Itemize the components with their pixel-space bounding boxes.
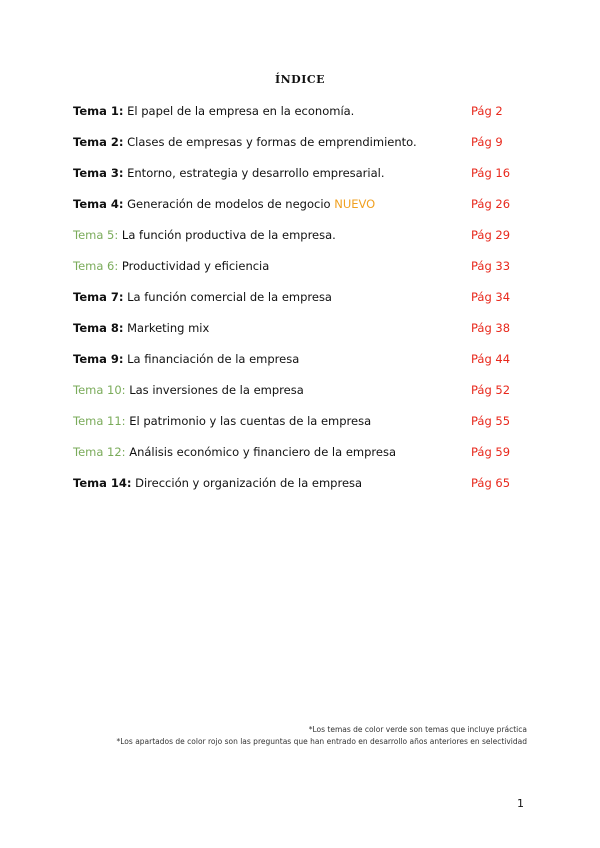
tema-label: Tema 6: xyxy=(73,259,119,273)
tema-title: Generación de modelos de negocio xyxy=(127,197,331,211)
toc-row-tema-11[interactable] xyxy=(73,413,533,444)
tema-title: La función productiva de la empresa. xyxy=(121,228,336,242)
tema-title: La financiación de la empresa xyxy=(127,352,300,366)
tema-label: Tema 2: xyxy=(73,135,124,149)
tema-label: Tema 7: xyxy=(73,290,124,304)
tema-label: Tema 5: xyxy=(73,228,119,242)
tema-label: Tema 9: xyxy=(73,352,124,366)
page-ref: Pág 38 xyxy=(471,321,511,335)
toc-row-tema-6[interactable] xyxy=(73,258,533,289)
toc-row-tema-14[interactable] xyxy=(73,475,533,506)
page-ref: Pág 44 xyxy=(471,352,511,366)
toc-row-tema-9[interactable] xyxy=(73,351,533,382)
page-ref: Pág 2 xyxy=(471,104,503,118)
new-badge: NUEVO xyxy=(334,197,376,211)
toc-row-tema-3[interactable] xyxy=(73,165,533,196)
tema-title: Productividad y eficiencia xyxy=(121,259,270,273)
tema-label: Tema 12: xyxy=(73,445,126,459)
green-topics-note: *Los temas de color verde son temas que incluye práctica xyxy=(308,725,527,734)
tema-label: Tema 4: xyxy=(73,197,124,211)
tema-label: Tema 14: xyxy=(73,476,132,490)
tema-title: Marketing mix xyxy=(127,321,210,335)
tema-title: El patrimonio y las cuentas de la empresa xyxy=(129,414,372,428)
tema-title: Dirección y organización de la empresa xyxy=(135,476,363,490)
page-ref: Pág 59 xyxy=(471,445,511,459)
page-number: 1 xyxy=(517,797,524,810)
tema-title: Entorno, estrategia y desarrollo empresarial. xyxy=(127,166,385,180)
toc-row-tema-1[interactable] xyxy=(73,103,533,134)
toc-row-tema-12[interactable] xyxy=(73,444,533,475)
tema-label: Tema 10: xyxy=(73,383,126,397)
tema-label: Tema 11: xyxy=(73,414,126,428)
page-ref: Pág 52 xyxy=(471,383,511,397)
toc-row-tema-7[interactable] xyxy=(73,289,533,320)
page-ref: Pág 65 xyxy=(471,476,511,490)
toc-row-tema-5[interactable] xyxy=(73,227,533,258)
red-sections-note: *Los apartados de color rojo son las preguntas que han entrado en desarrollo años anteriores en selectividad xyxy=(116,737,527,746)
tema-title: La función comercial de la empresa xyxy=(127,290,332,304)
tema-label: Tema 1: xyxy=(73,104,124,118)
index-title: ÍNDICE xyxy=(274,73,326,86)
tema-title: Clases de empresas y formas de emprendimiento. xyxy=(127,135,417,149)
toc-row-tema-8[interactable] xyxy=(73,320,533,351)
tema-title: Análisis económico y financiero de la empresa xyxy=(129,445,396,459)
tema-label: Tema 3: xyxy=(73,166,124,180)
page-ref: Pág 29 xyxy=(471,228,511,242)
page-ref: Pág 33 xyxy=(471,259,511,273)
tema-label: Tema 8: xyxy=(73,321,124,335)
page-ref: Pág 16 xyxy=(471,166,511,180)
tema-title: El papel de la empresa en la economía. xyxy=(127,104,355,118)
tema-title: Las inversiones de la empresa xyxy=(129,383,304,397)
page-ref: Pág 34 xyxy=(471,290,511,304)
page-ref: Pág 9 xyxy=(471,135,503,149)
toc-row-tema-2[interactable] xyxy=(73,134,533,165)
toc-row-tema-4[interactable] xyxy=(73,196,533,227)
page-ref: Pág 55 xyxy=(471,414,511,428)
table-of-contents xyxy=(73,103,533,506)
footnotes xyxy=(117,724,527,748)
page-ref: Pág 26 xyxy=(471,197,511,211)
toc-row-tema-10[interactable] xyxy=(73,382,533,413)
